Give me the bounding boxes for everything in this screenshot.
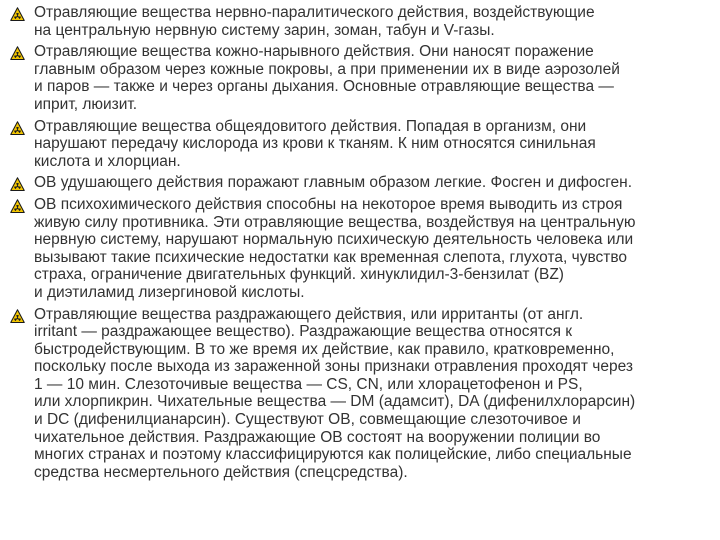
bullet-list (10, 4, 714, 485)
radiation-warning-icon (10, 46, 25, 61)
text-line: Отравляющие вещества нервно-паралитического действия, воздействующие (34, 4, 595, 21)
bullet-text (34, 174, 714, 192)
bullet-item (10, 43, 714, 113)
bullet-item (10, 196, 714, 302)
text-line: irritant — раздражающее вещество). Раздражающие вещества относятся к (34, 323, 573, 341)
text-line: ОВ удушающего действия поражают главным образом легкие. Фосген и дифосген. (34, 174, 633, 192)
text-line: и паров — также и через органы дыхания. Основные отравляющие вещества — (34, 78, 614, 96)
radiation-warning-icon (10, 199, 25, 214)
radiation-warning-icon (10, 121, 25, 136)
text-line: живую силу противника. Эти отравляющие вещества, воздействуя на центральную (34, 213, 636, 231)
text-line: быстродействующим. В то же время их действие, как правило, кратковременно, (34, 340, 615, 358)
bullet-text (34, 43, 714, 113)
text-line: ОВ психохимического действия способны на некоторое время выводить из строя (34, 195, 623, 213)
bullet-item (10, 306, 714, 482)
text-line: или хлорпикрин. Чихательные вещества — DM (адамсит), DA (дифенилхлорарсин) (34, 393, 636, 411)
text-line: поскольку после выхода из зараженной зоны признаки отравления проходят через (34, 358, 634, 376)
bullet-item (10, 4, 714, 39)
text-line: Отравляющие вещества общеядовитого действия. Попадая в организм, они (34, 117, 587, 135)
bullet-text (34, 118, 714, 171)
radiation-warning-icon (10, 7, 25, 22)
radiation-warning-icon (10, 177, 25, 192)
bullet-text (34, 306, 714, 482)
text-line: 1 — 10 мин. Слезоточивые вещества — CS, CN, или хлорацетофенон и PS, (34, 375, 583, 393)
text-line: на центральную нервную систему зарин, зоман, табун и V-газы. (34, 21, 495, 39)
bullet-text (34, 4, 714, 39)
text-line: нервную систему, нарушают нормальную психическую деятельность человека или (34, 231, 634, 249)
text-line: Отравляющие вещества раздражающего действия, или ирританты (от англ. (34, 305, 584, 323)
text-line: иприт, люизит. (34, 95, 138, 113)
text-line: страха, ограничение двигательных функций. хинуклидил-3-бензилат (BZ) (34, 266, 564, 284)
text-line: и DC (дифенилцианарсин). Существуют ОВ, совмещающие слезоточивое и (34, 411, 581, 429)
text-line: средства несмертельного действия (спецсредства). (34, 463, 408, 481)
text-line: и диэтиламид лизергиновой кислоты. (34, 283, 305, 301)
radiation-warning-icon (10, 309, 25, 324)
text-line: вызывают такие психические недостатки как временная слепота, глухота, чувство (34, 248, 628, 266)
bullet-item (10, 174, 714, 192)
text-line: многих странах и поэтому классифицируются как полицейские, либо специальные (34, 446, 632, 464)
text-line: Отравляющие вещества кожно-нарывного действия. Они наносят поражение (34, 43, 594, 61)
bullet-item (10, 118, 714, 171)
text-line: нарушают передачу кислорода из крови к тканям. К ним относятся синильная (34, 135, 596, 153)
text-line: чихательное действия. Раздражающие ОВ состоят на вооружении полиции во (34, 428, 601, 446)
text-line: кислота и хлорциан. (34, 152, 181, 170)
bullet-text (34, 196, 714, 302)
text-line: главным образом через кожные покровы, а при применении их в виде аэрозолей (34, 60, 620, 78)
